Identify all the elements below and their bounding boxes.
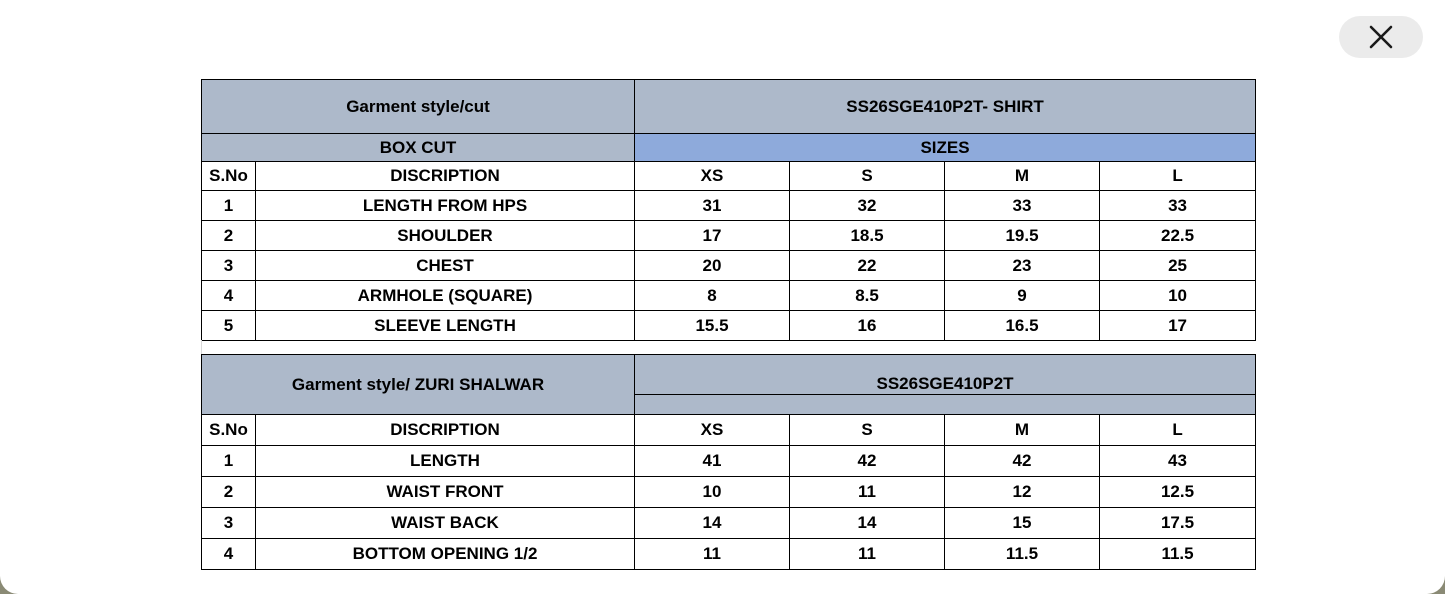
- table-cell: 2: [202, 221, 256, 251]
- table-cell: 11.5: [1100, 539, 1256, 570]
- table-cell: 8: [635, 281, 790, 311]
- table-cell: 11: [635, 539, 790, 570]
- table-cell: 20: [635, 251, 790, 281]
- table-cell: 33: [945, 191, 1100, 221]
- table-cell: 12.5: [1100, 477, 1256, 508]
- table-cell: SHOULDER: [256, 221, 635, 251]
- table-cell: 31: [635, 191, 790, 221]
- table-cell: 33: [1100, 191, 1256, 221]
- table-cell: 10: [1100, 281, 1256, 311]
- table-cell: 22.5: [1100, 221, 1256, 251]
- table-cell: 32: [790, 191, 945, 221]
- table-row: [202, 191, 1256, 221]
- shirt-cut-label: BOX CUT: [202, 134, 635, 162]
- table-cell: 17: [635, 221, 790, 251]
- table-cell: ARMHOLE (SQUARE): [256, 281, 635, 311]
- column-header: DISCRIPTION: [256, 415, 635, 446]
- shirt-sizes-label: SIZES: [635, 134, 1256, 162]
- table-cell: 3: [202, 508, 256, 539]
- table-cell: 15: [945, 508, 1100, 539]
- table-cell: 41: [635, 446, 790, 477]
- shalwar-style-label: Garment style/ ZURI SHALWAR: [202, 355, 635, 415]
- table-cell: LENGTH: [256, 446, 635, 477]
- close-button[interactable]: [1339, 16, 1423, 58]
- table-cell: 11: [790, 477, 945, 508]
- table-row: [202, 477, 1256, 508]
- shirt-header-row: [202, 162, 1256, 191]
- table-cell: WAIST BACK: [256, 508, 635, 539]
- column-header: S.No: [202, 415, 256, 446]
- column-header: S: [790, 415, 945, 446]
- table-cell: 4: [202, 539, 256, 570]
- size-spec-sheet: [201, 79, 1255, 570]
- column-header: M: [945, 162, 1100, 191]
- column-header: DISCRIPTION: [256, 162, 635, 191]
- table-cell: 11: [790, 539, 945, 570]
- table-cell: 16: [790, 311, 945, 341]
- table-cell: 42: [790, 446, 945, 477]
- table-cell: 12: [945, 477, 1100, 508]
- shalwar-header-row: [202, 415, 1256, 446]
- table-row: [202, 446, 1256, 477]
- column-header: XS: [635, 415, 790, 446]
- table-cell: 17.5: [1100, 508, 1256, 539]
- table-cell: 3: [202, 251, 256, 281]
- table-cell: 9: [945, 281, 1100, 311]
- table-cell: 18.5: [790, 221, 945, 251]
- table-cell: 11.5: [945, 539, 1100, 570]
- table-row: [202, 251, 1256, 281]
- table-cell: LENGTH FROM HPS: [256, 191, 635, 221]
- table-cell: BOTTOM OPENING 1/2: [256, 539, 635, 570]
- column-header: L: [1100, 162, 1256, 191]
- table-row: [202, 281, 1256, 311]
- table-cell: 10: [635, 477, 790, 508]
- table-row: [202, 311, 1256, 341]
- table-spacer: [201, 340, 1256, 354]
- table-cell: 2: [202, 477, 256, 508]
- column-header: M: [945, 415, 1100, 446]
- shirt-style-label: Garment style/cut: [202, 80, 635, 134]
- column-header: S: [790, 162, 945, 191]
- table-cell: 17: [1100, 311, 1256, 341]
- table-cell: 14: [790, 508, 945, 539]
- table-row: [202, 221, 1256, 251]
- column-header: S.No: [202, 162, 256, 191]
- table-cell: 22: [790, 251, 945, 281]
- table-cell: 14: [635, 508, 790, 539]
- table-cell: 19.5: [945, 221, 1100, 251]
- shalwar-size-table: [201, 354, 1256, 570]
- close-icon: [1368, 24, 1394, 50]
- table-cell: WAIST FRONT: [256, 477, 635, 508]
- shirt-style-code: SS26SGE410P2T- SHIRT: [635, 80, 1256, 134]
- table-cell: 8.5: [790, 281, 945, 311]
- table-cell: 25: [1100, 251, 1256, 281]
- table-row: [202, 539, 1256, 570]
- table-cell: SLEEVE LENGTH: [256, 311, 635, 341]
- table-cell: 4: [202, 281, 256, 311]
- table-cell: 15.5: [635, 311, 790, 341]
- column-header: XS: [635, 162, 790, 191]
- table-cell: 5: [202, 311, 256, 341]
- shalwar-style-code: SS26SGE410P2T: [635, 374, 1255, 395]
- table-cell: 16.5: [945, 311, 1100, 341]
- shirt-size-table: [201, 79, 1256, 341]
- table-cell: 23: [945, 251, 1100, 281]
- table-cell: CHEST: [256, 251, 635, 281]
- table-cell: 42: [945, 446, 1100, 477]
- table-cell: 1: [202, 191, 256, 221]
- table-cell: 1: [202, 446, 256, 477]
- shalwar-style-code-cell: [635, 355, 1256, 415]
- table-row: [202, 508, 1256, 539]
- column-header: L: [1100, 415, 1256, 446]
- table-cell: 43: [1100, 446, 1256, 477]
